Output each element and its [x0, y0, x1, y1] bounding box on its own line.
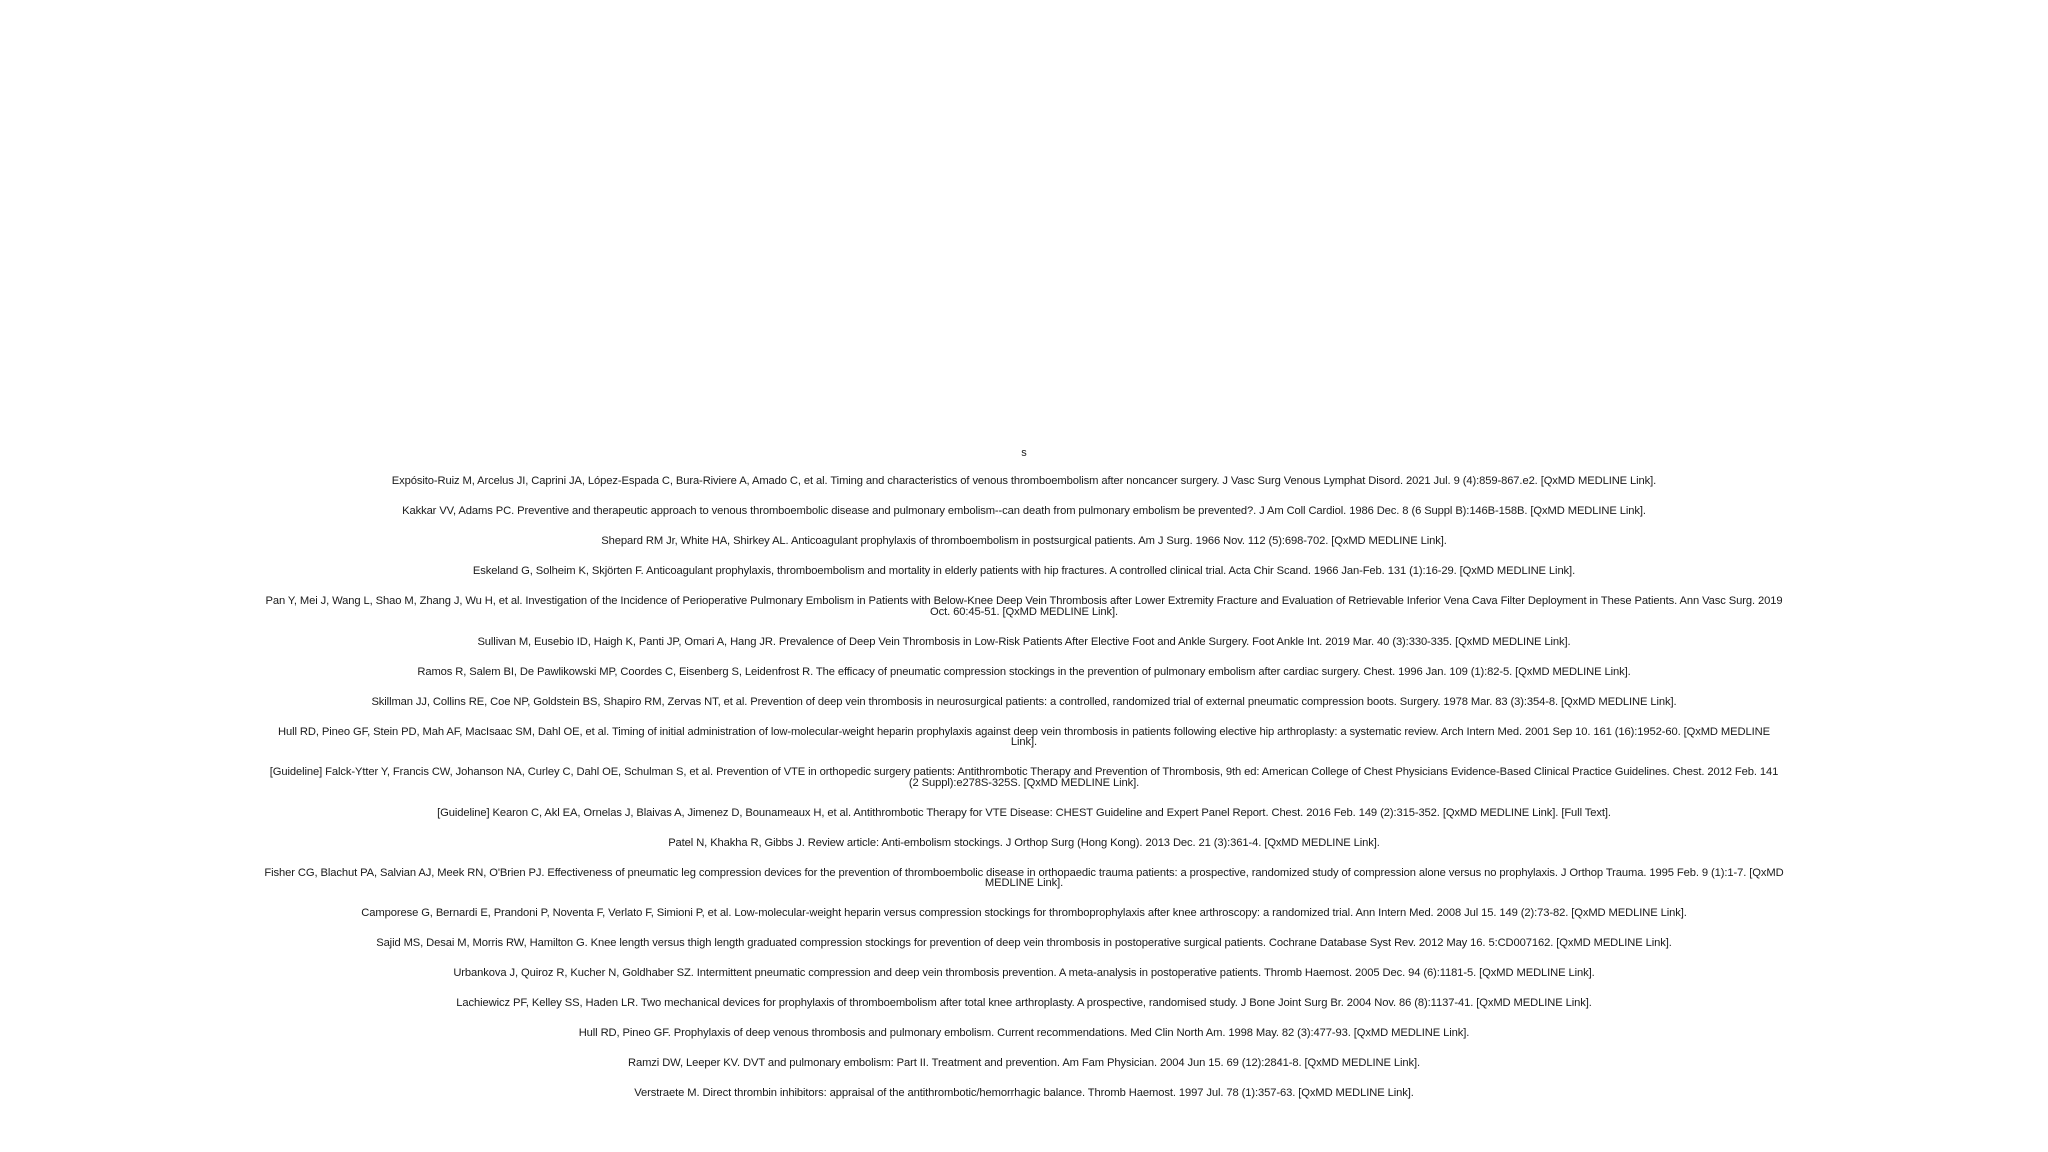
reference-item: Lachiewicz PF, Kelley SS, Haden LR. Two mechanical devices for prophylaxis of thromboembolism after total knee arthroplasty. A prospective, randomised study. J Bone Joint Surg Br. 2004 Nov. 86 (8):1137-41. [QxMD MEDLINE Link]. [456, 997, 1592, 1009]
reference-list [0, 476, 2048, 1118]
reference-item: Hull RD, Pineo GF. Prophylaxis of deep venous thrombosis and pulmonary embolism. Current recommendations. Med Clin North Am. 1998 May. 82 (3):477-93. [QxMD MEDLINE Link]. [578, 1027, 1470, 1039]
reference-item: Pan Y, Mei J, Wang L, Shao M, Zhang J, Wu H, et al. Investigation of the Incidence of Perioperative Pulmonary Embolism in Patients with Below-Knee Deep Vein Thrombosis after Lower Extremity Fracture and Evaluation of Retrievable Inferior Vena Cava Filter Deployment in These Patients. Ann Vasc Surg. 2019 Oct. 60:45-51. [QxMD MEDLINE Link]. [265, 595, 1783, 618]
reference-item: Hull RD, Pineo GF, Stein PD, Mah AF, MacIsaac SM, Dahl OE, et al. Timing of initial administration of low-molecular-weight heparin prophylaxis against deep vein thrombosis in patients following elective hip arthroplasty: a systematic review. Arch Intern Med. 2001 Sep 10. 161 (16):1952-60. [QxMD MEDLINE Link]. [278, 725, 1770, 748]
reference-item: [Guideline] Falck-Ytter Y, Francis CW, Johanson NA, Curley C, Dahl OE, Schulman S, et al. Prevention of VTE in orthopedic surgery patients: Antithrombotic Therapy and Prevention of Thrombosis, 9th ed: American College of Chest Physicians Evidence-Based Clinical Practice Guidelines. Chest. 2012 Feb. 141 (2 Suppl):e278S-325S. [QxMD MEDLINE Link]. [269, 766, 1779, 789]
reference-item: Ramos R, Salem BI, De Pawlikowski MP, Coordes C, Eisenberg S, Leidenfrost R. The efficacy of pneumatic compression stockings in the prevention of pulmonary embolism after cardiac surgery. Chest. 1996 Jan. 109 (1):82-5. [QxMD MEDLINE Link]. [417, 665, 1631, 678]
reference-item: Camporese G, Bernardi E, Prandoni P, Noventa F, Verlato F, Simioni P, et al. Low-molecular-weight heparin versus compression stockings for thromboprophylaxis after knee arthroscopy: a randomized trial. Ann Intern Med. 2008 Jul 15. 149 (2):73-82. [QxMD MEDLINE Link]. [361, 907, 1687, 919]
reference-item: [Guideline] Kearon C, Akl EA, Ornelas J, Blaivas A, Jimenez D, Bounameaux H, et al. Antithrombotic Therapy for VTE Disease: CHEST Guideline and Expert Panel Report. Chest. 2016 Feb. 149 (2):315-352. [QxMD MEDLINE Link]. [Full Text]. [437, 806, 1611, 819]
reference-item: Expósito-Ruiz M, Arcelus JI, Caprini JA, López-Espada C, Bura-Riviere A, Amado C, et al. Timing and characteristics of venous thromboembolism after noncancer surgery. J Vasc Surg Venous Lymphat Disord. 2021 Jul. 9 (4):859-867.e2. [QxMD MEDLINE Link]. [391, 475, 1657, 487]
reference-item: Verstraete M. Direct thrombin inhibitors: appraisal of the antithrombotic/hemorrhagic balance. Thromb Haemost. 1997 Jul. 78 (1):357-63. [QxMD MEDLINE Link]. [634, 1087, 1414, 1099]
reference-item: Ramzi DW, Leeper KV. DVT and pulmonary embolism: Part II. Treatment and prevention. Am Fam Physician. 2004 Jun 15. 69 (12):2841-8. [QxMD MEDLINE Link]. [627, 1057, 1420, 1069]
reference-item: Kakkar VV, Adams PC. Preventive and therapeutic approach to venous thromboembolic disease and pulmonary embolism--can death from pulmonary embolism be prevented?. J Am Coll Cardiol. 1986 Dec. 8 (6 Suppl B):146B-158B. [QxMD MEDLINE Link]. [402, 505, 1646, 517]
reference-item: Patel N, Khakha R, Gibbs J. Review article: Anti-embolism stockings. J Orthop Surg (Hong Kong). 2013 Dec. 21 (3):361-4. [QxMD MEDLINE Link]. [668, 836, 1380, 849]
reference-item: Urbankova J, Quiroz R, Kucher N, Goldhaber SZ. Intermittent pneumatic compression and deep vein thrombosis prevention. A meta-analysis in postoperative patients. Thromb Haemost. 2005 Dec. 94 (6):1181-5. [QxMD MEDLINE Link]. [453, 967, 1595, 979]
reference-item: Skillman JJ, Collins RE, Coe NP, Goldstein BS, Shapiro RM, Zervas NT, et al. Prevention of deep vein thrombosis in neurosurgical patients: a controlled, randomized trial of external pneumatic compression boots. Surgery. 1978 Mar. 83 (3):354-8. [QxMD MEDLINE Link]. [371, 695, 1677, 708]
reference-item: Shepard RM Jr, White HA, Shirkey AL. Anticoagulant prophylaxis of thromboembolism in postsurgical patients. Am J Surg. 1966 Nov. 112 (5):698-702. [QxMD MEDLINE Link]. [601, 535, 1447, 547]
reference-item: Sullivan M, Eusebio ID, Haigh K, Panti JP, Omari A, Hang JR. Prevalence of Deep Vein Thrombosis in Low-Risk Patients After Elective Foot and Ankle Surgery. Foot Ankle Int. 2019 Mar. 40 (3):330-335. [QxMD MEDLINE Link]. [477, 635, 1571, 648]
reference-item: Fisher CG, Blachut PA, Salvian AJ, Meek RN, O'Brien PJ. Effectiveness of pneumatic leg compression devices for the prevention of thromboembolic disease in orthopaedic trauma patients: a prospective, randomized study of compression alone versus no prophylaxis. J Orthop Trauma. 1995 Feb. 9 (1):1-7. [QxMD MEDLINE Link]. [264, 866, 1784, 889]
reference-item: Sajid MS, Desai M, Morris RW, Hamilton G. Knee length versus thigh length graduated compression stockings for prevention of deep vein thrombosis in postoperative surgical patients. Cochrane Database Syst Rev. 2012 May 16. 5:CD007162. [QxMD MEDLINE Link]. [376, 937, 1672, 949]
section-marker: s [1021, 447, 1027, 459]
reference-item: Eskeland G, Solheim K, Skjörten F. Anticoagulant prophylaxis, thromboembolism and mortality in elderly patients with hip fractures. A controlled clinical trial. Acta Chir Scand. 1966 Jan-Feb. 131 (1):16-29. [QxMD MEDLINE Link]. [472, 565, 1576, 577]
